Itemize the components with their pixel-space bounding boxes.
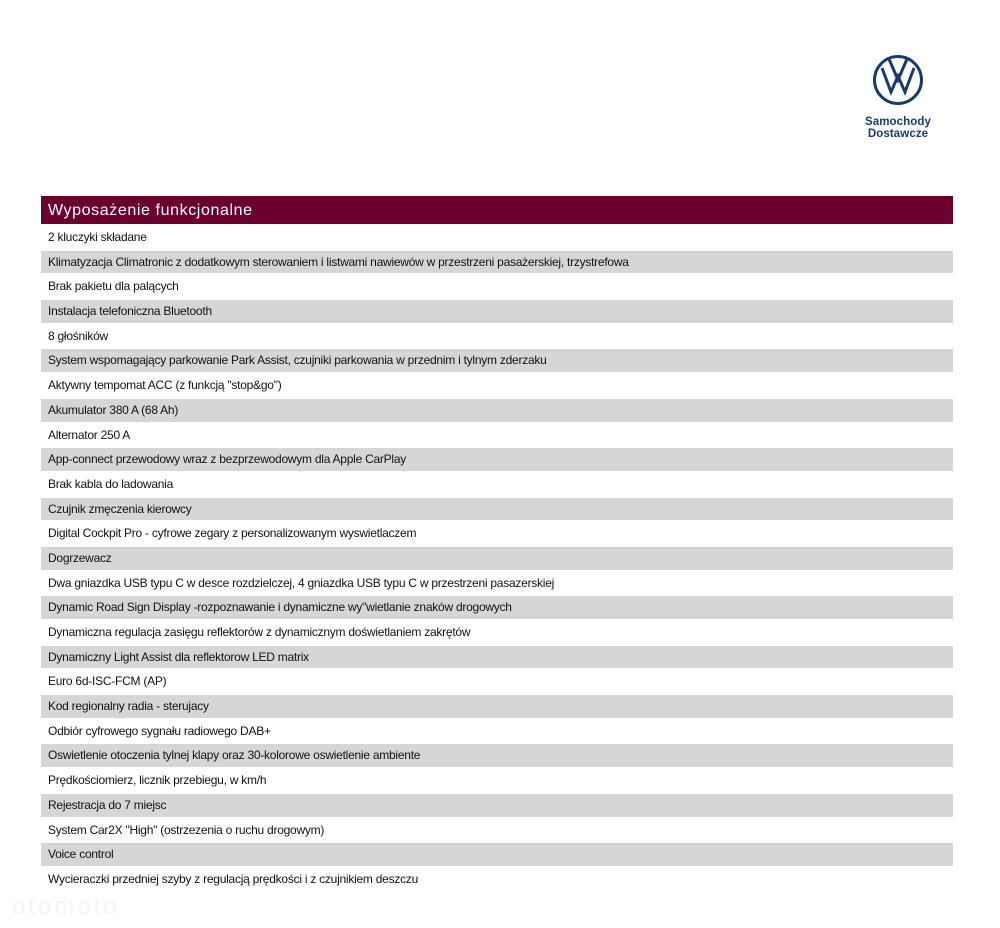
list-item: Voice control: [41, 843, 953, 866]
brand-name-line1: Samochody: [864, 116, 932, 128]
list-item: Instalacja telefoniczna Bluetooth: [41, 300, 953, 323]
list-item: 2 kluczyki składane: [48, 230, 147, 244]
list-item: App-connect przewodowy wraz z bezprzewodowym dla Apple CarPlay: [41, 448, 953, 471]
list-item: Akumulator 380 A (68 Ah): [41, 399, 953, 422]
list-item: Digital Cockpit Pro - cyfrowe zegary z personalizowanym wyswietlaczem: [48, 526, 417, 541]
list-item: System wspomagający parkowanie Park Assist, czujniki parkowania w przednim i tylnym zderzaku: [41, 349, 953, 372]
list-item: 8 głośników: [48, 328, 108, 343]
watermark: otomoto: [12, 893, 120, 920]
brand-logo: [858, 54, 938, 140]
list-item: Dynamiczny Light Assist dla reflektorow LED matrix: [41, 646, 953, 669]
list-item: Prędkościomierz, licznik przebiegu, w km/h: [48, 773, 267, 788]
equipment-list: [41, 226, 953, 891]
list-item: Wycieraczki przedniej szyby z regulacją prędkości i z czujnikiem deszczu: [48, 871, 419, 886]
section-title: Wyposażenie funkcjonalne: [41, 196, 953, 224]
list-item: Dwa gniazdka USB typu C w desce rozdzielczej, 4 gniazdka USB typu C w przestrzeni pasazerskiej: [48, 575, 555, 590]
list-item: Dynamiczna regulacja zasięgu reflektorów z dynamicznym doświetlaniem zakrętów: [48, 625, 471, 639]
list-item: Brak kabla do ladowania: [48, 476, 174, 491]
list-item: Kod regionalny radia - sterujacy: [41, 695, 953, 718]
list-item: Euro 6d-ISC-FCM (AP): [48, 674, 167, 689]
list-item: Brak pakietu dla palących: [48, 279, 179, 294]
list-item: Rejestracja do 7 miejsc: [41, 794, 953, 817]
list-item: Klimatyzacja Climatronic z dodatkowym sterowaniem i listwami nawiewów w przestrzeni pasażerskiej, trzystrefowa: [41, 251, 953, 274]
brand-name-line2: Dostawcze: [867, 128, 929, 140]
equipment-section: [41, 196, 953, 891]
list-item: Dynamic Road Sign Display -rozpoznawanie i dynamiczne wy"wietlanie znaków drogowych: [41, 596, 953, 619]
list-item: Alternator 250 A: [48, 427, 131, 442]
list-item: Dogrzewacz: [41, 547, 953, 570]
vw-logo-icon: [872, 54, 924, 106]
list-item: Odbiór cyfrowego sygnału radiowego DAB+: [48, 723, 271, 738]
list-item: Czujnik zmęczenia kierowcy: [41, 498, 953, 521]
list-item: Oswietlenie otoczenia tylnej klapy oraz 30-kolorowe oswietlenie ambiente: [41, 744, 953, 767]
list-item: System Car2X "High" (ostrzezenia o ruchu drogowym): [48, 822, 325, 837]
list-item: Aktywny tempomat ACC (z funkcją "stop&go"): [48, 378, 282, 393]
